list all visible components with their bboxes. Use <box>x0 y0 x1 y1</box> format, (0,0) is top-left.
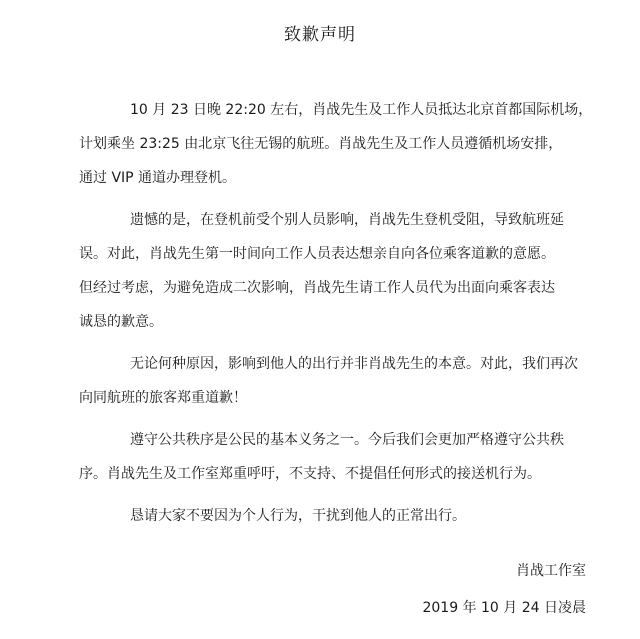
statement-date: 2019 年 10 月 24 日凌晨 <box>422 600 586 616</box>
paragraph <box>79 93 599 195</box>
paragraph-line: 无论何种原因，影响到他人的出行并非肖战先生的本意。对此，我们再次 <box>130 356 578 372</box>
document-title: 致歉声明 <box>284 25 356 45</box>
paragraph-line: 但经过考虑，为避免造成二次影响，肖战先生请工作人员代为出面向乘客表达 <box>79 280 555 296</box>
paragraph-line: 计划乘坐 23:25 由北京飞往无锡的航班。肖战先生及工作人员遵循机场安排， <box>79 136 563 152</box>
paragraph-line: 诚恳的歉意。 <box>79 314 163 330</box>
statement-body <box>79 93 599 533</box>
paragraph-line: 恳请大家不要因为个人行为，干扰到他人的正常出行。 <box>130 508 466 524</box>
paragraph <box>79 203 599 339</box>
paragraph <box>79 499 599 533</box>
paragraph-line: 误。对此，肖战先生第一时间向工作人员表达想亲自向各位乘客道歉的意愿。 <box>79 246 555 262</box>
paragraph <box>79 347 599 415</box>
paragraph-line: 序。肖战先生及工作室郑重呼吁，不支持、不提倡任何形式的接送机行为。 <box>79 466 541 482</box>
paragraph-line: 遗憾的是，在登机前受个别人员影响，肖战先生登机受阻，导致航班延 <box>130 212 564 228</box>
paragraph-line: 10 月 23 日晚 22:20 左右，肖战先生及工作人员抵达北京首都国际机场， <box>130 102 593 118</box>
paragraph-line: 向同航班的旅客郑重道歉！ <box>79 390 247 406</box>
signature: 肖战工作室 <box>516 563 586 579</box>
paragraph <box>79 423 599 491</box>
paragraph-line: 通过 VIP 通道办理登机。 <box>79 170 237 186</box>
paragraph-line: 遵守公共秩序是公民的基本义务之一。今后我们会更加严格遵守公共秩 <box>130 432 564 448</box>
